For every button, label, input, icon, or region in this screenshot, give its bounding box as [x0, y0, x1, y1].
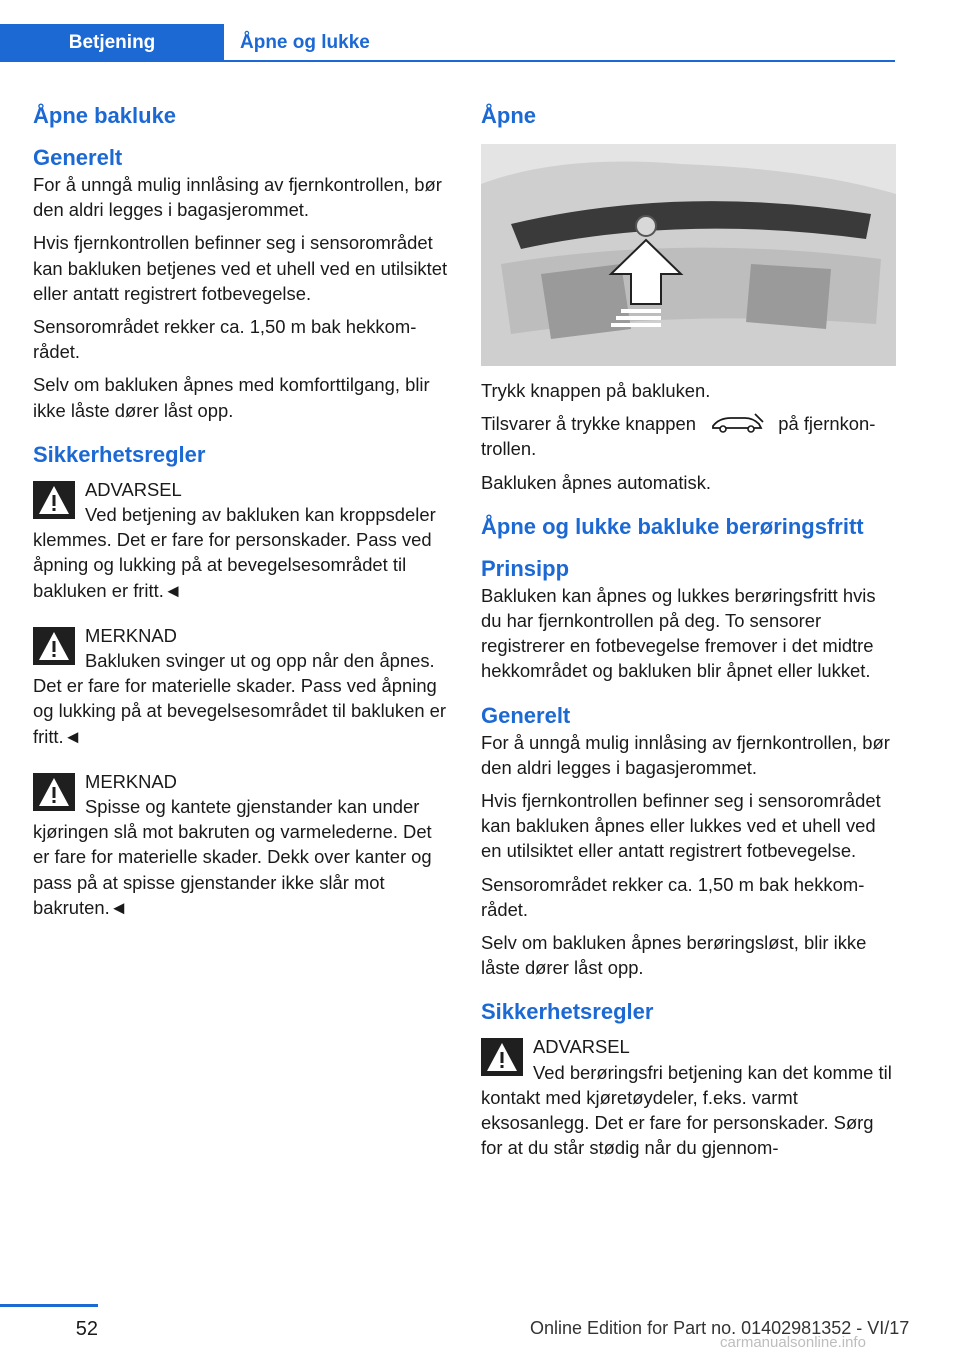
- paragraph: Selv om bakluken åpnes berøringsløst, blir ikke låste dører låst opp.: [481, 932, 867, 979]
- warning-text: Ved betjening av bakluken kan kroppsdeler klemmes. Det er fare for personskader. Pass ved åpning og lukking på at bevegelsesområdet til bakluken er fritt.◄: [33, 504, 436, 601]
- subheading-generelt: Generelt: [481, 702, 571, 728]
- left-column: [33, 100, 449, 940]
- warning-text: Bakluken svinger ut og opp når den åpnes. Det er fare for materielle skader. Pass ved åpning og lukking på at bevegelsesområdet til bakluken er fritt.◄: [33, 650, 447, 747]
- paragraph: For å unngå mulig innlåsing av fjernkontrollen, bør den aldri legges i bagasjerommet.: [481, 731, 890, 778]
- tailgate-illustration: [481, 144, 896, 366]
- right-column: [481, 100, 896, 1180]
- paragraph-part: Tilsvarer å trykke knappen: [481, 413, 696, 435]
- paragraph: Bakluken kan åpnes og lukkes berøringsfritt hvis du har fjernkontrollen på deg. To sensorer registrerer en fotbevegelse fremover i det midtre hekkområdet og bakluken blir åpnet eller lukket.: [481, 584, 876, 682]
- warning-triangle-icon: [481, 1038, 523, 1076]
- page-number: 52: [75, 1318, 98, 1340]
- warning-title: ADVARSEL: [533, 1036, 630, 1058]
- watermark: carmanualsonline.info: [720, 1334, 866, 1351]
- warning-text: Spisse og kantete gjenstander kan under kjøringen slå mot bakruten og varmelederne. Det er fare for materielle skader. Dekk over kanter og pass på at spisse gjenstander ikke slår mot bakruten.◄: [33, 796, 432, 918]
- tab-apne-og-lukke[interactable]: Åpne og lukke: [240, 32, 370, 53]
- warning-title: ADVARSEL: [85, 478, 182, 500]
- tab-betjening[interactable]: Betjening: [68, 32, 156, 53]
- paragraph: Sensorområdet rekker ca. 1,50 m bak hekkområdet.: [481, 873, 865, 920]
- warning-triangle-icon: [33, 773, 75, 811]
- paragraph: Bakluken åpnes automatisk.: [481, 471, 712, 493]
- warning-triangle-icon: [33, 481, 75, 519]
- warning-box: [481, 1034, 896, 1160]
- paragraph: Selv om bakluken åpnes med komforttilgang, blir ikke låste dører låst opp.: [33, 374, 430, 421]
- paragraph: Trykk knappen på bakluken.: [481, 380, 711, 401]
- subheading-generelt: Generelt: [33, 145, 123, 170]
- paragraph: Hvis fjernkontrollen befinner seg i sensorområdet kan bakluken betjenes ved et uhell ved en utilsiktet eller antatt registrert fotbevegelse.: [33, 232, 448, 304]
- subheading-sikkerhetsregler: Sikkerhetsregler: [33, 441, 206, 467]
- edition-note: Online Edition for Part no. 01402981352 - VI/17: [530, 1318, 910, 1338]
- warning-box: [33, 769, 449, 920]
- subheading-prinsipp: Prinsipp: [481, 555, 570, 581]
- warning-text: Ved berøringsfri betjening kan det komme til kontakt med kjøretøydeler, f.eks. varmt eksosanlegg. Det er fare for personskader. Sørg for at du står stødig når du gjennom-: [481, 1061, 892, 1159]
- subheading-sikkerhetsregler: Sikkerhetsregler: [481, 999, 654, 1025]
- paragraph-remote-button: [481, 411, 896, 461]
- paragraph-part: på fjernkontrollen.: [481, 413, 876, 460]
- section-title-apne: Åpne: [481, 103, 536, 128]
- section-title-beroringsfritt: Åpne og lukke bakluke berøringsfritt: [481, 513, 864, 539]
- section-title-apne-bakluke: Åpne bakluke: [33, 103, 177, 128]
- warning-box: [33, 477, 449, 603]
- header-divider: [224, 60, 895, 62]
- warning-title: MERKNAD: [85, 624, 177, 646]
- footer-divider: [0, 1304, 98, 1307]
- car-tailgate-icon: [709, 412, 765, 434]
- warning-title: MERKNAD: [85, 770, 177, 792]
- paragraph: Sensorområdet rekker ca. 1,50 m bak hekkområdet.: [33, 316, 417, 363]
- paragraph: Hvis fjernkontrollen befinner seg i sensorområdet kan bakluken åpnes eller lukkes ved et uhell ved en utilsiktet eller antatt registrert fotbevegelse.: [481, 790, 881, 862]
- paragraph: For å unngå mulig innlåsing av fjernkontrollen, bør den aldri legges i bagasjerommet.: [33, 174, 442, 221]
- warning-box: [33, 623, 449, 749]
- warning-triangle-icon: [33, 627, 75, 665]
- car-tailgate-icon: [481, 144, 896, 366]
